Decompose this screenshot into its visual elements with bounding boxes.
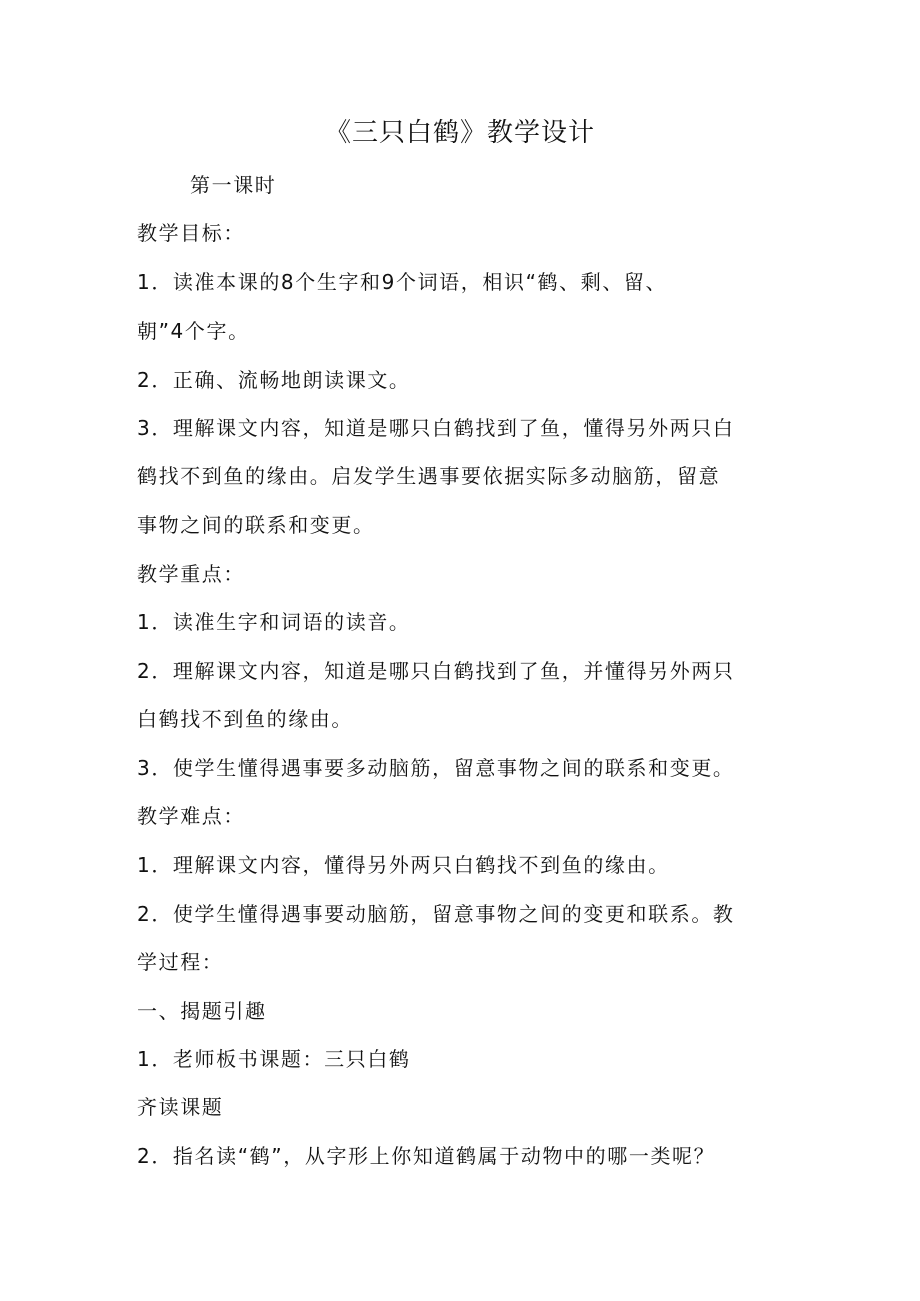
paragraph-line: 事物之间的联系和变更。 (137, 513, 375, 537)
paragraph-line: 鹤找不到鱼的缘由。启发学生遇事要依据实际多动脑筋，留意 (137, 464, 721, 488)
paragraph-line: 2．使学生懂得遇事要动脑筋，留意事物之间的变更和联系。教 (137, 902, 735, 926)
paragraph-line: 3．理解课文内容，知道是哪只白鹤找到了鱼，懂得另外两只白 (137, 416, 735, 440)
document-title: 《三只白鹤》教学设计 (324, 118, 595, 148)
paragraph-line: 朝”4个字。 (137, 319, 250, 343)
section-heading-intro: 一、揭题引趣 (137, 999, 267, 1023)
paragraph-line: 1．老师板书课题：三只白鹤 (137, 1047, 411, 1071)
paragraph-line: 2．理解课文内容，知道是哪只白鹤找到了鱼，并懂得另外两只 (137, 659, 735, 683)
section-heading-objectives: 教学目标： (137, 221, 245, 245)
paragraph-line: 1．读准本课的8个生字和9个词语，相识“鹤、剩、留、 (137, 270, 668, 294)
section-heading-key-points: 教学重点： (137, 562, 245, 586)
lesson-period: 第一课时 (190, 173, 277, 197)
paragraph-line: 齐读课题 (137, 1095, 224, 1119)
paragraph-line: 1．读准生字和词语的读音。 (137, 610, 411, 634)
paragraph-line: 学过程： (137, 950, 224, 974)
paragraph-line: 2．正确、流畅地朗读课文。 (137, 368, 411, 392)
paragraph-line: 1．理解课文内容，懂得另外两只白鹤找不到鱼的缘由。 (137, 853, 670, 877)
paragraph-line: 3．使学生懂得遇事要多动脑筋，留意事物之间的联系和变更。 (137, 756, 735, 780)
paragraph-line: 白鹤找不到鱼的缘由。 (137, 707, 353, 731)
section-heading-difficulties: 教学难点： (137, 804, 245, 828)
paragraph-line: 2．指名读“鹤”，从字形上你知道鹤属于动物中的哪一类呢？ (137, 1144, 716, 1168)
